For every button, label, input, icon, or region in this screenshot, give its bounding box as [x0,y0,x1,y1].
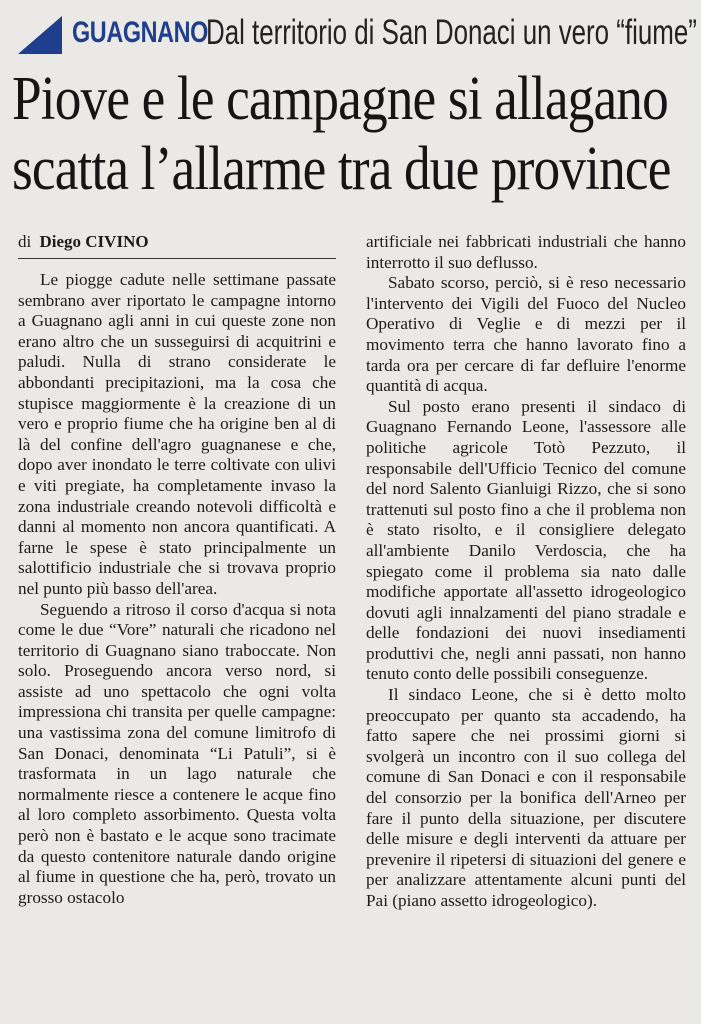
article-paragraph: Sul posto erano presenti il sindaco di Guagnano Fernando Leone, l'assessore alle politiche agricole Totò Pezzuto, il responsabile dell'Ufficio Tecnico del comune del nord Salento Gianluigi Rizzo, che si sono trattenuti sul posto fino a che il problema non è stato risolto, e il consigliere delegato all'ambiente Danilo Verdoscia, che ha spiegato come il problema sia nato dalle modifiche apportate all'assetto idrogeologico dovuti agli innalzamenti del piano stradale e delle fondazioni dei nuovi insediamenti produttivi che, negli anni passati, non hanno tenuto conto delle possibili conseguenze. [366,396,686,684]
kicker-text: Dal territorio di San Donaci un vero “fiume” [206,13,697,52]
byline [18,232,336,259]
kicker-place: GUAGNANO [72,16,208,49]
article-paragraph: Il sindaco Leone, che si è detto molto preoccupato per quanto sta accadendo, ha fatto sapere che nei prossimi giorni si svolgerà un incontro con il suo collega del comune di San Donaci e con il responsabile del consorzio per la bonifica dell'Arneo per fare il punto della situazione, per discutere delle misure e degli interventi da attuare per prevenire il ripetersi di situazioni del genere e per analizzare attentamente alcuni punti del Pai (piano assetto idrogeologico). [366,685,686,910]
article-paragraph: Le piogge cadute nelle settimane passate sembrano aver riportato le campagne intorno a Guagnano agli anni in cui queste zone non erano altro che un susseguirsi di acquitrini e paludi. Nulla di strano considerate le abbondanti precipitazioni, ma la cosa che stupisce maggiormente è la creazione di un vero e proprio fiume che ha origine ben al di là del confine dell'agro guagnanese e che, dopo aver inondato le terre coltivate con ulivi e viti pregiate, ha completamente invaso la zona industriale creando notevoli difficoltà e danni al momento non ancora quantificati. A farne le spese è stato principalmente un salottificio industriale che si trovava proprio nel punto più basso dell'area. [18,270,336,598]
byline-prefix: di [18,232,32,251]
article-paragraph: Seguendo a ritroso il corso d'acqua si nota come le due “Vore” naturali che ricadono nel territorio di Guagnano siano traboccate. Non solo. Proseguendo ancora verso nord, si assiste ad uno spettacolo che ogni volta impressiona chi transita per quelle campagne: una vastissima zona del comune limitrofo di San Donaci, denominata “Li Patuli”, si è trasformata in un lago naturale che normalmente riesce a contenere le acque fino al loro completo assorbimento. Questa volta però non è bastato e le acque sono tracimate da questo contenitore naturale dando origine al fiume in questione che ha, però, trovato un grosso ostacolo [18,599,336,907]
headline-line-2: scatta l’allarme tra due province [12,135,671,203]
article-column-left [18,270,336,1016]
triangle-icon [18,16,62,54]
headline-line-1: Piove e le campagne si allagano [12,65,668,133]
kicker [18,10,698,56]
article-paragraph-continuation: artificiale nei fabbricati industriali che hanno interrotto il suo deflusso. [366,232,686,272]
headline [12,64,696,204]
article-paragraph: Sabato scorso, perciò, si è reso necessario l'intervento dei Vigili del Fuoco del Nucleo Operativo di Veglie e di mezzi per il movimento terra che hanno lavorato fino a tarda ora per cercare di far defluire l'enorme quantità di acqua. [366,273,686,396]
byline-author: Diego CIVINO [39,232,149,251]
article-column-right [366,232,686,1018]
